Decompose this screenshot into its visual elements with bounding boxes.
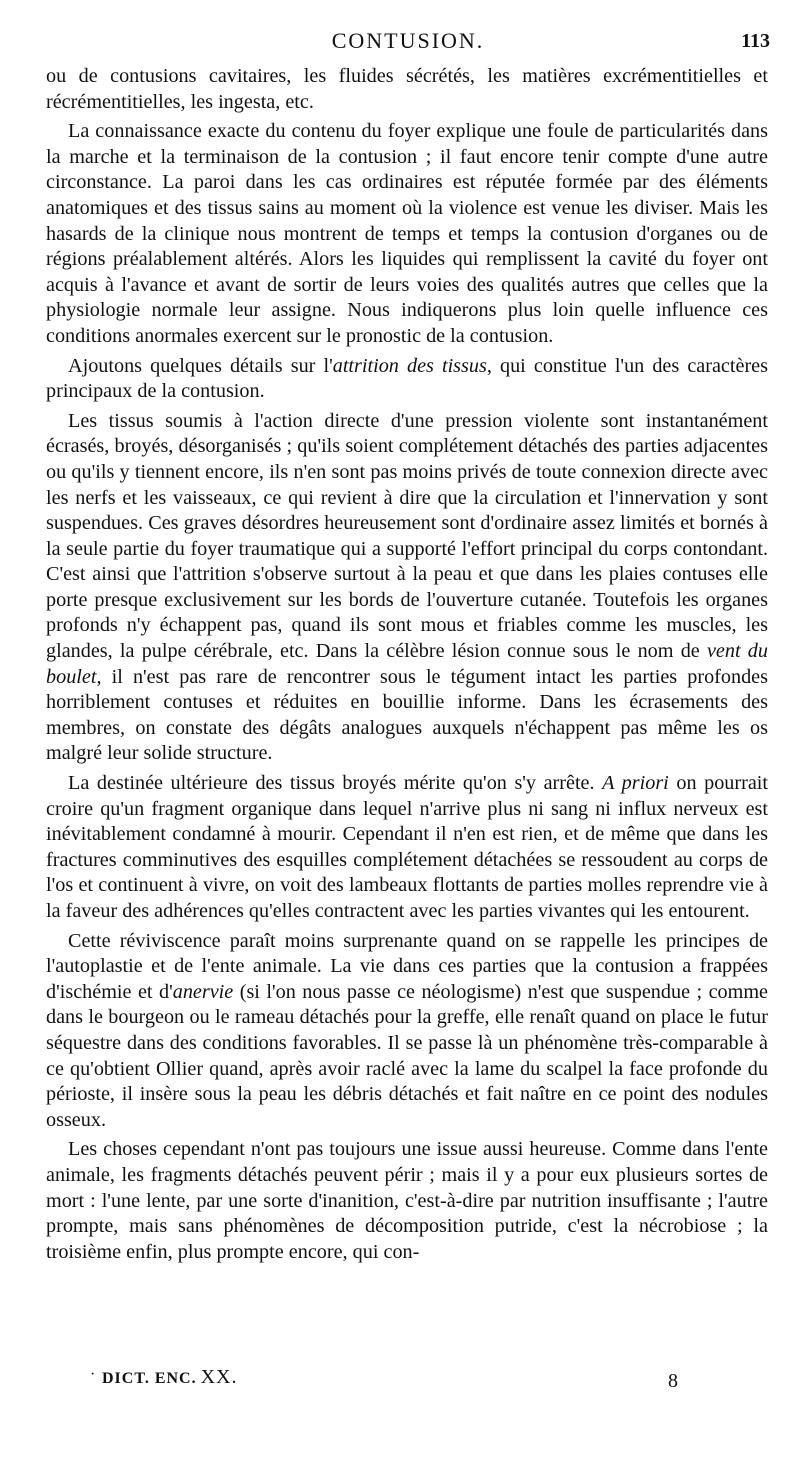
signature-line [102,1366,238,1389]
text-run: , qui constitue l'un des caractères principaux de la contusion. [46,354,768,403]
article-body [46,64,768,1265]
text-run: La connaissance exacte du contenu du foyer explique une foule de particularités dans la marche et la terminaison de la contusion ; il faut encore tenir compte d'une autre circonstance. La paroi dans les cas ordinaires est réputée formée par des éléments anatomiques et des tissus sains au moment où la violence est venue les diviser. Mais les hasards de la clinique nous montrent de temps et temps la contusion d'organes ou de régions préalablement altérés. Alors les liquides qui remplissent la cavité du foyer ont acquis à l'avance et avant de sortir de leurs voies des qualités autres que celles que la physiologie normale leur assigne. Nous indiquerons plus loin quelle influence ces conditions anormales exercent sur le pronostic de la contusion. [46,120,768,347]
page-header [46,28,770,64]
page-number: 113 [741,30,770,52]
running-title: CONTUSION. [331,28,485,53]
sheet-number: 8 [668,1370,678,1392]
italic-term: attrition des tissus [332,354,487,377]
italic-term: A priori [602,772,669,795]
signature-text: DICT. ENC. [102,1370,197,1387]
text-run: Les choses cependant n'ont pas toujours une issue aussi heureuse. Comme dans l'ente animale, les fragments détachés peuvent périr ; mais il y a pour eux plusieurs sortes de mort : l'une lente, par une sorte d'inanition, c'est-à-dire par nutrition insuffisante ; l'autre prompte, mais sans phénomènes de décomposition putride, c'est la nécrobiose ; la troisième enfin, plus prompte encore, qui con- [46,1138,768,1263]
text-run: (si l'on nous passe ce néologisme) n'est que suspendue ; comme dans le bourgeon ou le rameau détachés pour la greffe, elle renaît quand on place le futur séquestre dans des conditions favorables. Il se passe là un phénomène très-comparable à ce qu'obtient Ollier quand, après avoir raclé avec la lame du scalpel la face profonde du périoste, il insère sous la peau les débris détachés et fait naître en ce point des nodules osseux. [46,980,768,1131]
volume-number: XX. [200,1366,238,1388]
text-run: Cette réviviscence paraît moins surprenante quand on se rappelle les principes de l'autoplastie et de l'ente animale. La vie dans ces parties que la contusion a frappées d'ischémie et d' [46,929,768,1003]
paragraph [46,354,768,405]
italic-term: vent du boulet [46,640,768,688]
text-run: on pourrait croire qu'un fragment organique dans lequel n'arrive plus ni sang ni influx nerveux est inévitablement condamné à mourir. Cependant il n'en est rien, et de même que dans les fractures comminutives des esquilles complétement détachées se ressoudent au corps de l'os et continuent à vivre, on voit des lambeaux flottants de parties molles reprendre vie à la faveur des adhérences qu'elles contractent avec les parties vivantes qui les entourent. [46,772,769,922]
paragraph [46,64,768,115]
paragraph [46,929,768,1134]
text-run: La destinée ultérieure des tissus broyés mérite qu'on s'y arrête. [68,772,603,795]
text-run: ou de contusions cavitaires, les fluides sécrétés, les matières excrémentitielles et récrémentitielles, les ingesta, etc. [46,65,768,113]
paragraph [46,119,768,349]
text-run: , il n'est pas rare de rencontrer sous le tégument intact les parties profondes horriblement contuses et réduites en bouillie informe. Dans les écrasements des membres, on constate des dégâts analogues auxquels n'échappent pas même les os malgré leur solide structure. [46,665,768,765]
text-run: Les tissus soumis à l'action directe d'une pression violente sont instantanément écrasés, broyés, désorganisés ; qu'ils soient complétement détachés des parties adjacentes ou qu'ils y tiennent encore, ils n'en sont pas moins privés de toute connexion directe avec les nerfs et les vaisseaux, ce qui revient à dire que la circulation et l'innervation y sont suspendues. Ces graves désordres heureusement sont d'ordinaire assez limités et bornés à la seule partie du foyer traumatique qui a supporté l'effort principal du corps contondant. C'est ainsi que l'attrition s'observe surtout à la peau et que dans les plaies contuses elle porte presque exclusivement sur les bords de l'ouverture cutanée. Toutefois les organes profonds n'y échappent pas, quand ils sont mous et friables comme les muscles, les glandes, la pulpe cérébrale, etc. Dans la célèbre lésion connue sous le nom de [46,409,768,663]
text-run: Ajoutons quelques détails sur l' [68,354,333,377]
page-footer [90,1366,730,1396]
footer-mark: · [90,1366,96,1383]
paragraph [46,771,768,925]
paragraph [46,409,768,767]
paragraph [46,1137,768,1265]
italic-term: anervie [172,980,234,1003]
